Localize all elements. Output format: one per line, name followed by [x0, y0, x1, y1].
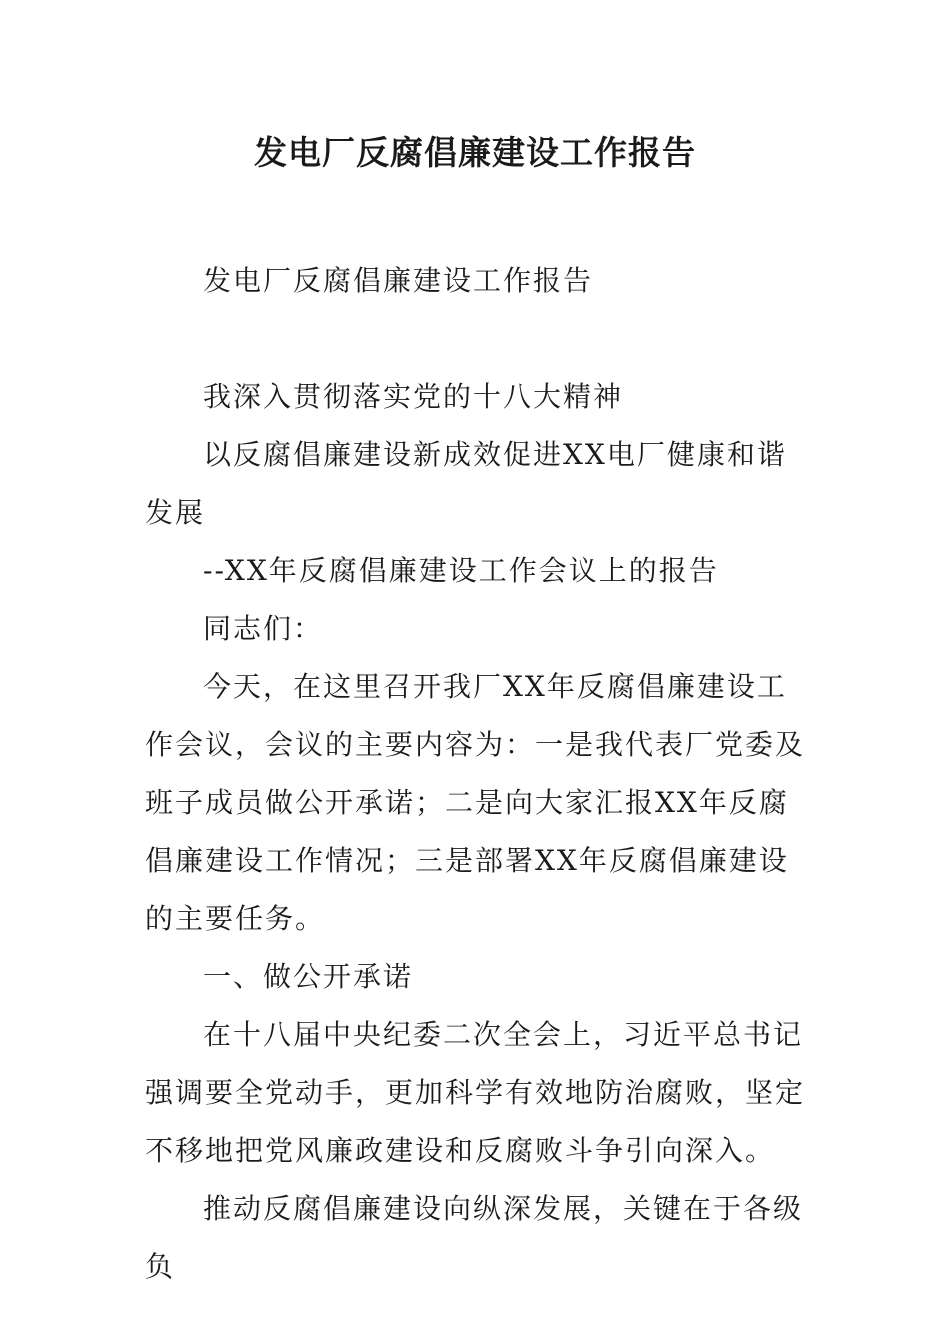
paragraph: 我深入贯彻落实党的十八大精神	[203, 380, 624, 413]
paragraph: 同志们：	[203, 612, 324, 645]
section-heading: 一、做公开承诺	[203, 960, 414, 993]
document-title: 发电厂反腐倡廉建设工作报告	[254, 133, 696, 172]
paragraph: 在十八届中央纪委二次全会上，习近平总书记强调要全党动手，更加科学有效地防治腐败，坚定不移地把党风廉政建设和反腐败斗争引向深入。	[145, 1018, 806, 1167]
paragraph: 推动反腐倡廉建设向纵深发展，关键在于各级负	[145, 1192, 804, 1283]
document-body	[145, 252, 810, 1296]
paragraph: 今天，在这里召开我厂XX年反腐倡廉建设工作会议，会议的主要内容为：一是我代表厂党委及班子成员做公开承诺；二是向大家汇报XX年反腐倡廉建设工作情况；三是部署XX年反腐倡廉建设的主要任务。	[145, 670, 806, 935]
paragraph: --XX年反腐倡廉建设工作会议上的报告	[203, 554, 719, 587]
paragraph-spacer	[145, 310, 810, 368]
paragraph: 以反腐倡廉建设新成效促进XX电厂健康和谐发展	[145, 438, 787, 529]
subtitle-paragraph: 发电厂反腐倡廉建设工作报告	[203, 264, 594, 297]
